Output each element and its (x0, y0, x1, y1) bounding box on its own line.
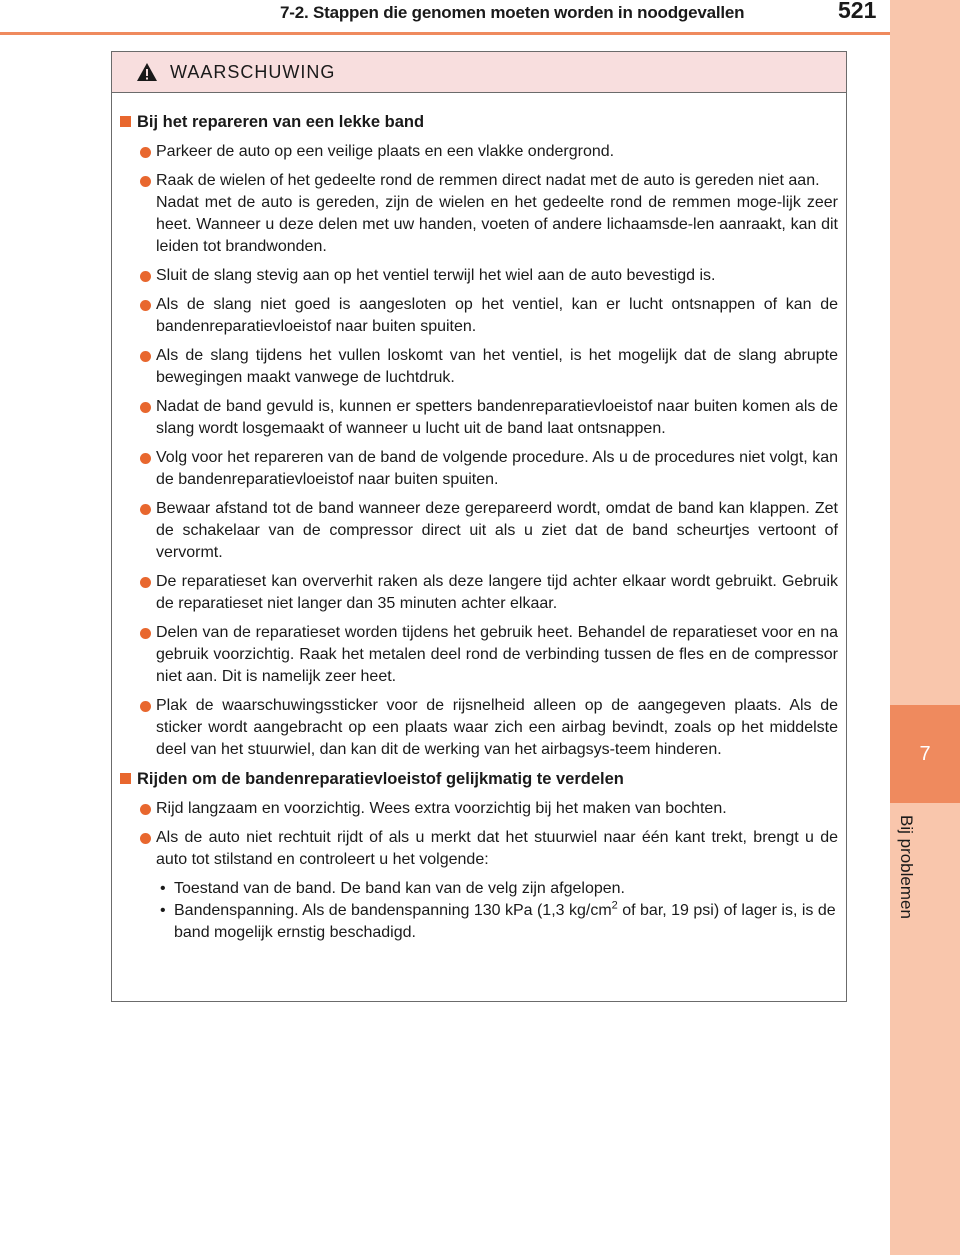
list-item (120, 396, 838, 440)
item-text: Rijd langzaam en voorzichtig. Wees extra voorzichtig bij het maken van bochten. (156, 800, 727, 817)
list-item (120, 141, 838, 163)
warning-triangle-icon (136, 62, 158, 82)
warning-header (112, 52, 846, 93)
list-item (120, 294, 838, 338)
round-bullet-icon (140, 351, 151, 362)
round-bullet-icon (140, 402, 151, 413)
round-bullet-icon (140, 271, 151, 282)
small-bullet-icon: • (160, 880, 166, 897)
item-text: Als de slang tijdens het vullen loskomt van het ventiel, is het mogelijk dat de slang abrupte bewegingen maakt vanwege de luchtdruk. (156, 347, 838, 386)
side-tab-strip (890, 0, 960, 1255)
list-item (120, 447, 838, 491)
round-bullet-icon (140, 804, 151, 815)
list-item (120, 827, 838, 871)
item-text: Sluit de slang stevig aan op het ventiel terwijl het wiel aan de auto bevestigd is. (156, 267, 716, 284)
round-bullet-icon (140, 300, 151, 311)
item-text: Nadat de band gevuld is, kunnen er spetters bandenreparatievloeistof naar buiten komen als de slang wordt losgemaakt of wanneer u lucht uit de band laat ontsnappen. (156, 398, 838, 437)
round-bullet-icon (140, 577, 151, 588)
chapter-label: Bij problemen (897, 815, 916, 919)
item-text: Als de slang niet goed is aangesloten op het ventiel, kan er lucht ontsnappen of kan de bandenreparatievloeistof naar buiten spuiten. (156, 296, 838, 335)
section-heading (120, 111, 838, 133)
warning-body (112, 93, 846, 944)
section-heading-text: Rijden om de bandenreparatievloeistof gelijkmatig te verdelen (137, 770, 624, 788)
item-text: Volg voor het repareren van de band de volgende procedure. Als u de procedures niet volgt, kan de bandenreparatievloeistof naar buiten spuiten. (156, 449, 838, 488)
sub-item-text-continued: of bar, 19 psi) of lager is, is de band mogelijk ernstig beschadigd. (174, 902, 836, 941)
item-text: Bewaar afstand tot de band wanneer deze gerepareerd wordt, omdat de band kan klappen. Zet de schakelaar van de compressor direct uit als u ziet dat de band scheurtjes vertoont of vervormt. (156, 500, 838, 561)
square-bullet-icon (120, 116, 131, 127)
list-item (120, 571, 838, 615)
list-item (120, 345, 838, 389)
item-text: Raak de wielen of het gedeelte rond de remmen direct nadat met de auto is gereden niet aan. (156, 172, 820, 189)
list-item (120, 170, 838, 258)
round-bullet-icon (140, 833, 151, 844)
item-text: Plak de waarschuwingssticker voor de rijsnelheid alleen op de aangegeven plaats. Als de sticker wordt aangebracht op een plaats waar zich een airbag bevindt, zoals op het middelste deel van het stuurwiel, dan kan dit de werking van het airbagsys-teem hinderen. (156, 697, 838, 758)
sub-list-item (120, 900, 838, 944)
sub-item-text: Bandenspanning. Als de bandenspanning 130 kPa (1,3 kg/cm (174, 902, 612, 919)
item-text: Als de auto niet rechtuit rijdt of als u merkt dat het stuurwiel naar één kant trekt, brengt u de auto tot stilstand en controleert u het volgende: (156, 829, 838, 868)
item-text: Delen van de reparatieset worden tijdens het gebruik heet. Behandel de reparatieset voor en na gebruik voorzichtig. Raak het metalen deel rond de verbinding tussen de fles en de compressor niet aan. Dit is namelijk zeer heet. (156, 624, 838, 685)
list-item (120, 265, 838, 287)
round-bullet-icon (140, 701, 151, 712)
sub-item-text: Toestand van de band. De band kan van de velg zijn afgelopen. (174, 880, 625, 897)
item-text: De reparatieset kan oververhit raken als deze langere tijd achter elkaar wordt gebruikt. Gebruik de reparatieset niet langer dan 35 minuten achter elkaar. (156, 573, 838, 612)
list-item (120, 695, 838, 761)
round-bullet-icon (140, 147, 151, 158)
section-heading (120, 768, 838, 790)
square-bullet-icon (120, 773, 131, 784)
superscript: 2 (611, 899, 618, 912)
list-item (120, 622, 838, 688)
round-bullet-icon (140, 628, 151, 639)
round-bullet-icon (140, 504, 151, 515)
round-bullet-icon (140, 453, 151, 464)
sub-list-item (120, 878, 838, 900)
item-text: Parkeer de auto op een veilige plaats en een vlakke ondergrond. (156, 143, 615, 160)
round-bullet-icon (140, 176, 151, 187)
warning-box (111, 51, 847, 1002)
header-rule (0, 32, 890, 35)
small-bullet-icon: • (160, 902, 166, 919)
chapter-number: 7 (919, 742, 931, 765)
list-item (120, 498, 838, 564)
section-heading-text: Bij het repareren van een lekke band (137, 113, 425, 131)
list-item (120, 798, 838, 820)
item-text-continued: Nadat met de auto is gereden, zijn de wielen en het gedeelte rond de remmen moge-lijk zeer heet. Wanneer u deze delen met uw handen, voeten of andere lichaamsde-len aanraakt, kan dit leiden tot brandwonden. (156, 194, 838, 255)
chapter-tab[interactable] (890, 705, 960, 803)
page-number: 521 (838, 0, 877, 23)
running-header-title: 7-2. Stappen die genomen moeten worden in noodgevallen (280, 3, 745, 22)
warning-title: WAARSCHUWING (170, 61, 336, 82)
